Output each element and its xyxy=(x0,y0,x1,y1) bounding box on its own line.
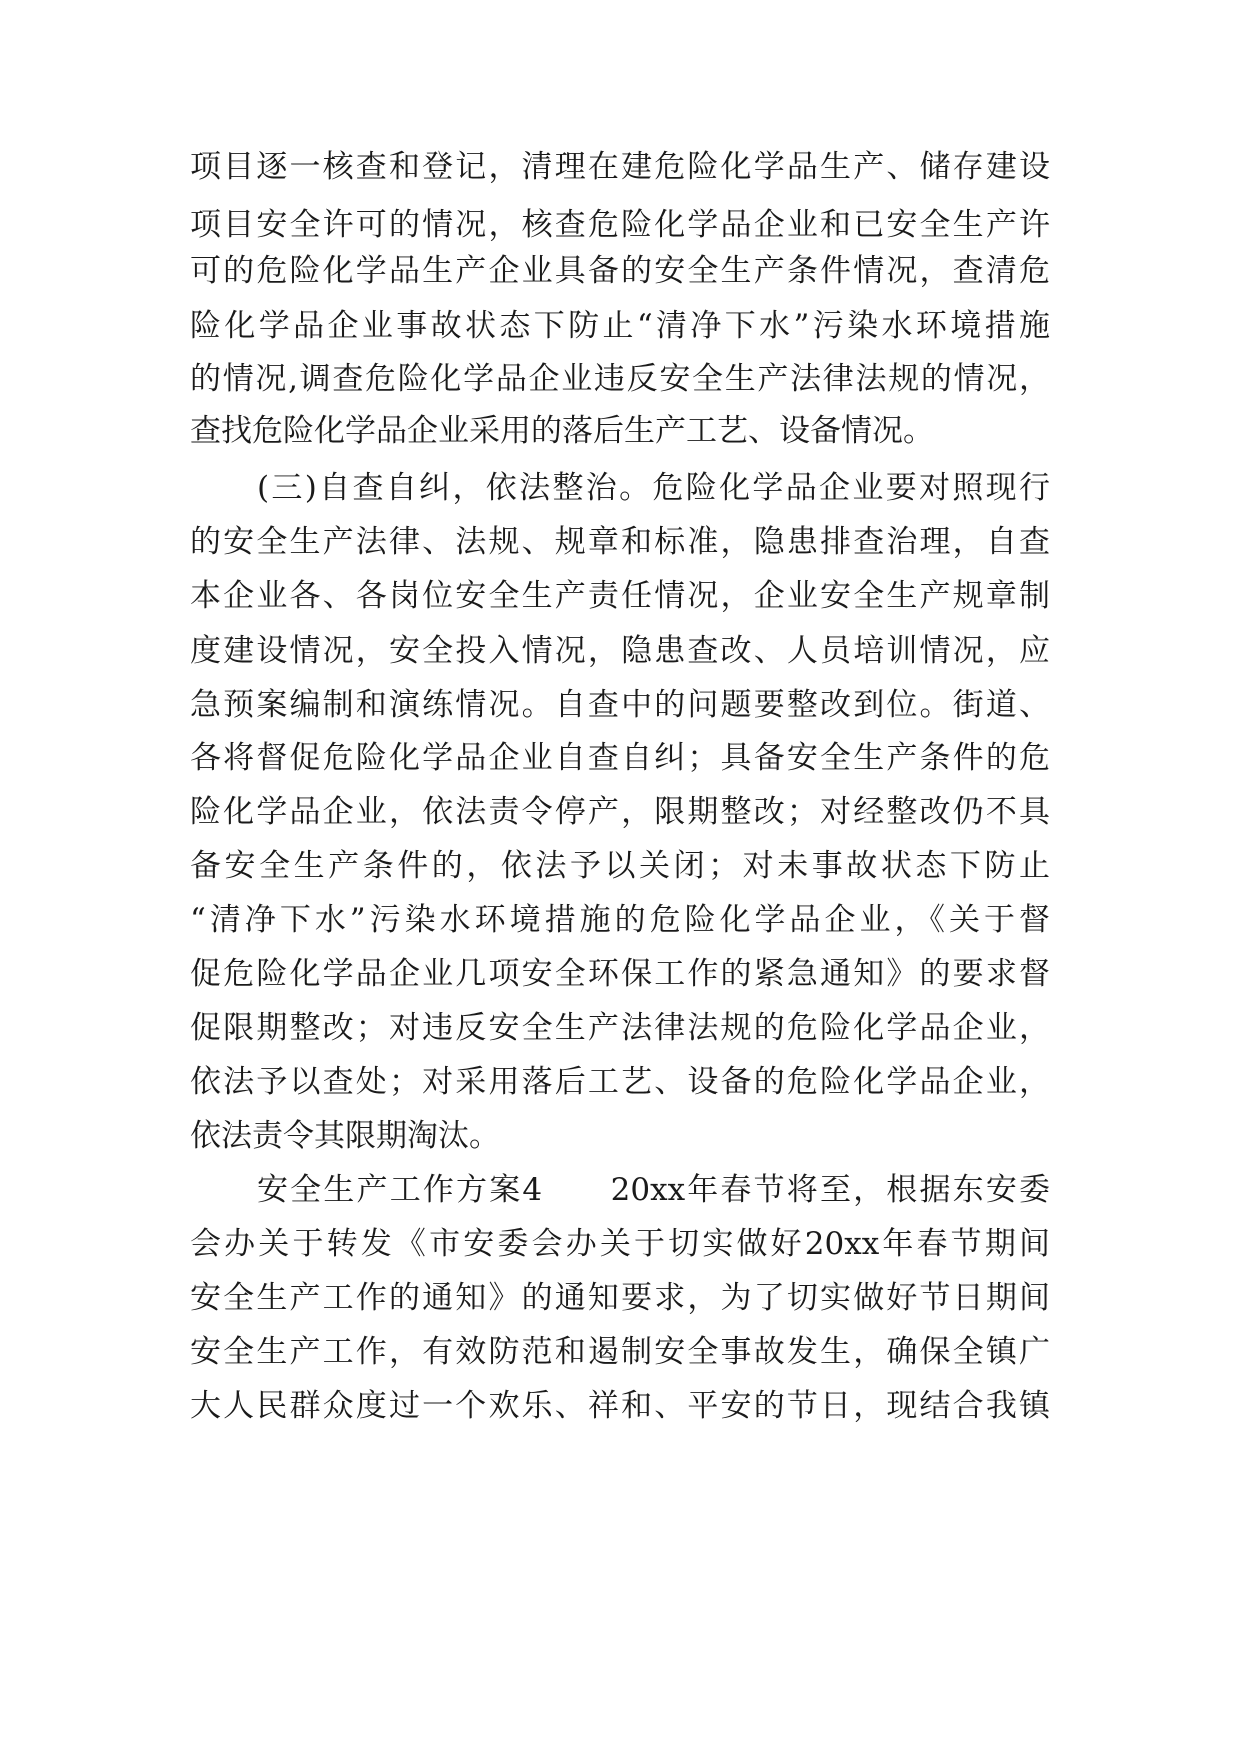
text-line: 险化学品企业事故状态下防止“清净下水”污染水环境措施 xyxy=(190,308,1050,344)
text-line: 促限期整改；对违反安全生产法律法规的危险化学品企业， xyxy=(190,1010,1050,1046)
text-line: 依法责令其限期淘汰。 xyxy=(190,1118,500,1154)
text-line: 的情况,调查危险化学品企业违反安全生产法律法规的情况， xyxy=(190,361,1050,397)
text-line: 查找危险化学品企业采用的落后生产工艺、设备情况。 xyxy=(190,413,934,449)
text-line: 安全生产工作，有效防范和遏制安全事故发生，确保全镇广 xyxy=(190,1334,1050,1370)
text-line: 险化学品企业，依法责令停产，限期整改；对经整改仍不具 xyxy=(190,794,1050,830)
text-line: “清净下水”污染水环境措施的危险化学品企业，《关于督 xyxy=(190,902,1050,938)
paragraph-start-line: 安全生产工作方案4 20xx年春节将至，根据东安委 xyxy=(257,1172,1050,1208)
text-line: 各将督促危险化学品企业自查自纠；具备安全生产条件的危 xyxy=(190,740,1050,776)
text-line: 可的危险化学品生产企业具备的安全生产条件情况，查清危 xyxy=(190,253,1050,289)
text-line: 的安全生产法律、法规、规章和标准，隐患排查治理，自查 xyxy=(190,524,1050,560)
text-line: 度建设情况，安全投入情况，隐患查改、人员培训情况，应 xyxy=(190,633,1050,669)
text-line: 备安全生产条件的，依法予以关闭；对未事故状态下防止 xyxy=(190,848,1050,884)
text-line: 急预案编制和演练情况。自查中的问题要整改到位。街道、 xyxy=(190,687,1050,723)
text-line: 本企业各、各岗位安全生产责任情况，企业安全生产规章制 xyxy=(190,578,1050,614)
text-line: 项目安全许可的情况，核查危险化学品企业和已安全生产许 xyxy=(190,207,1050,243)
text-line: 安全生产工作的通知》的通知要求，为了切实做好节日期间 xyxy=(190,1280,1050,1316)
text-line: 依法予以查处；对采用落后工艺、设备的危险化学品企业， xyxy=(190,1064,1050,1100)
text-line: 会办关于转发《市安委会办关于切实做好20xx年春节期间 xyxy=(190,1226,1050,1262)
text-line: 项目逐一核查和登记，清理在建危险化学品生产、储存建设 xyxy=(190,149,1050,185)
paragraph-start-line: (三)自查自纠，依法整治。危险化学品企业要对照现行 xyxy=(257,470,1050,506)
text-line: 大人民群众度过一个欢乐、祥和、平安的节日，现结合我镇 xyxy=(190,1388,1050,1424)
text-line: 促危险化学品企业几项安全环保工作的紧急通知》的要求督 xyxy=(190,956,1050,992)
